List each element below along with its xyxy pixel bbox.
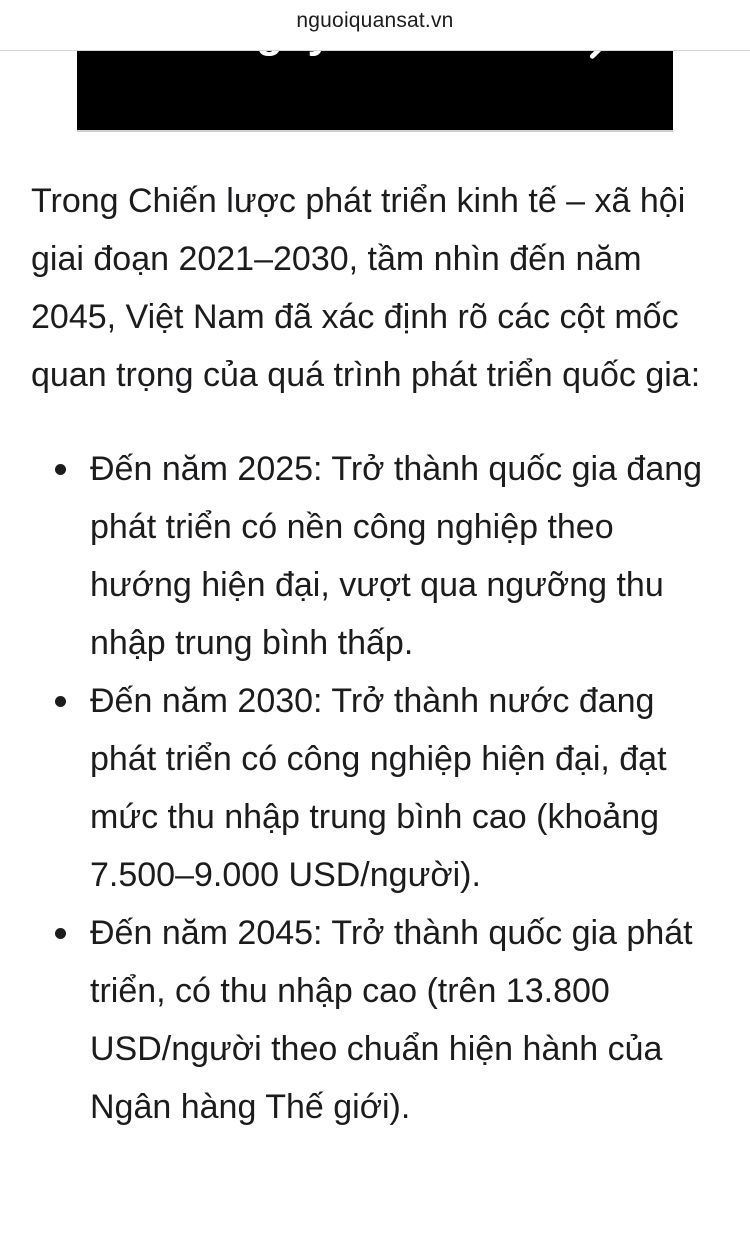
browser-address-bar[interactable] xyxy=(0,0,750,51)
milestones-list xyxy=(31,440,721,1136)
bullet-icon xyxy=(55,928,66,939)
list-item xyxy=(31,904,721,1136)
list-item-text: Đến năm 2045: Trở thành quốc gia phát triển, có thu nhập cao (trên 13.800 USD/người theo chuẩn hiện hành của Ngân hàng Thế giới). xyxy=(90,914,693,1126)
list-item xyxy=(31,672,721,904)
list-item xyxy=(31,440,721,672)
bullet-icon xyxy=(55,696,66,707)
bullet-icon xyxy=(55,464,66,475)
list-item-text: Đến năm 2030: Trở thành nước đang phát triển có công nghiệp hiện đại, đạt mức thu nhập trung bình cao (khoảng 7.500–9.000 USD/người). xyxy=(90,682,667,894)
article-intro-paragraph: Trong Chiến lược phát triển kinh tế – xã hội giai đoạn 2021–2030, tầm nhìn đến năm 2045, Việt Nam đã xác định rõ các cột mốc quan trọng của quá trình phát triển quốc gia: xyxy=(31,182,701,394)
site-domain[interactable]: nguoiquansat.vn xyxy=(296,9,454,32)
list-item-text: Đến năm 2025: Trở thành quốc gia đang phát triển có nền công nghiệp theo hướng hiện đại, vượt qua ngưỡng thu nhập trung bình thấp. xyxy=(90,450,703,662)
article-body xyxy=(31,172,721,1136)
